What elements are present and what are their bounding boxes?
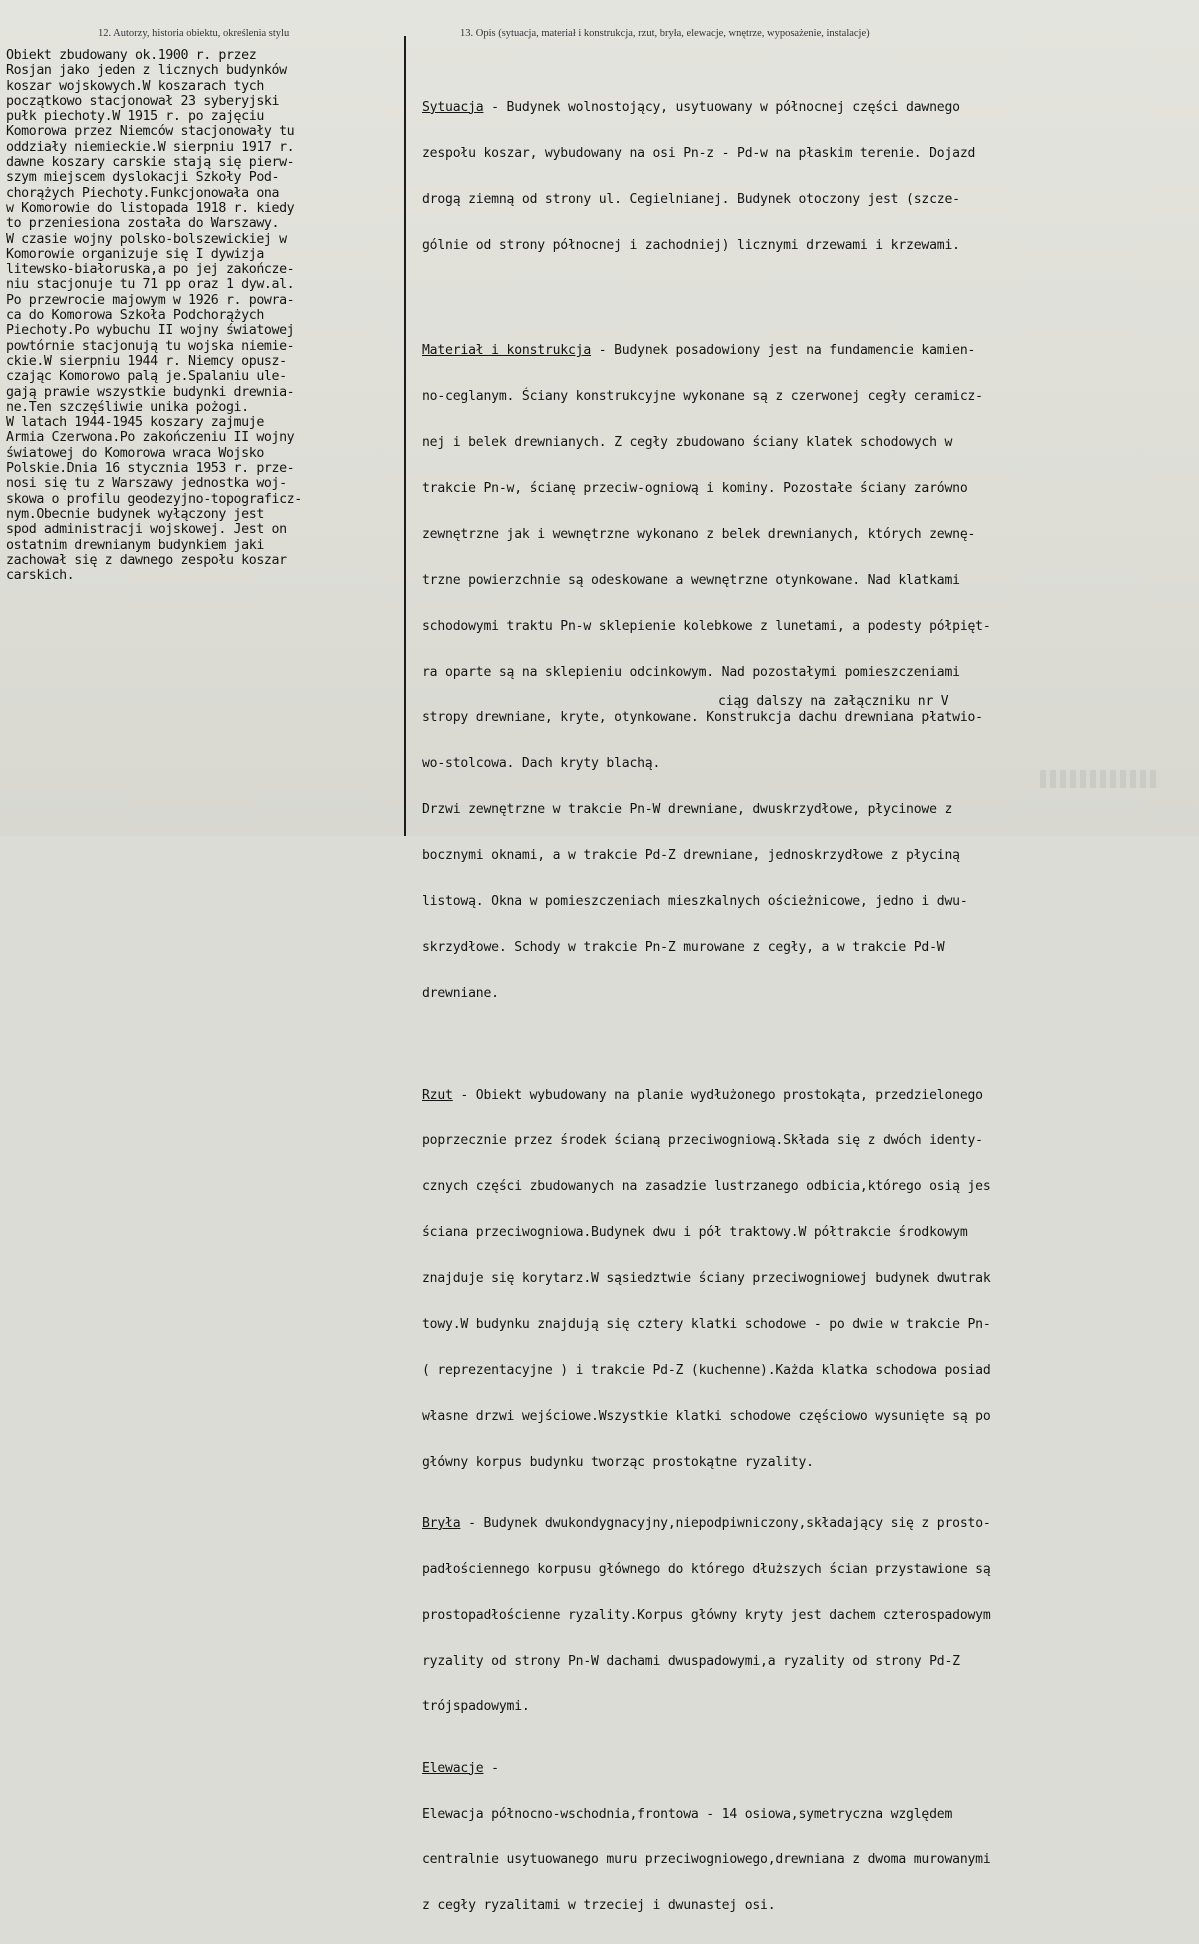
- elewacje-label: Elewacje: [422, 1760, 484, 1776]
- elewacje-line: centralnie usytuowanego muru przeciwogniowego,drewniana z dwoma murowanymi: [422, 1852, 991, 1868]
- history-line: pułk piechoty.W 1915 r. po zajęciu: [6, 109, 264, 125]
- history-line: nym.Obecnie budynek wyłączony jest: [6, 506, 264, 522]
- sytuacja-line: gólnie od strony północnej i zachodniej) licznymi drzewami i krzewami.: [422, 237, 960, 253]
- rzut-line: cznych części zbudowanych na zasadzie lustrzanego odbicia,którego osią jes: [422, 1179, 991, 1195]
- bryla-line: padłościennego korpusu głównego do którego dłuższych ścian przystawione są: [422, 1561, 991, 1577]
- spacer: [422, 1032, 1190, 1042]
- history-line: Polskie.Dnia 16 stycznia 1953 r. prze-: [6, 461, 295, 477]
- history-line: Piechoty.Po wybuchu II wojny światowej: [6, 323, 295, 339]
- history-line: światowej do Komorowa wraca Wojsko: [6, 445, 264, 461]
- rzut-line: ściana przeciwogniowa.Budynek dwu i pół traktowy.W półtrakcie środkowym: [422, 1225, 968, 1241]
- history-line: ckie.W sierpniu 1944 r. Niemcy opusz-: [6, 353, 287, 369]
- rzut-line: poprzecznie przez środek ścianą przeciwogniową.Składa się z dwóch identy-: [422, 1133, 983, 1149]
- material-label: Materiał i konstrukcja: [422, 343, 592, 359]
- material-line: schodowymi traktu Pn-w sklepienie kolebkowe z lunetami, a podesty półpięt-: [422, 618, 991, 634]
- history-line: chorążych Piechoty.Funkcjonowała ona: [6, 185, 280, 201]
- material-line: Materiał i konstrukcja - Budynek posadowiony jest na fundamencie kamien-: [422, 343, 976, 359]
- material-line: stropy drewniane, kryte, otynkowane. Konstrukcja dachu drewniana płatwio-: [422, 710, 983, 726]
- bryla-line: trójspadowymi.: [422, 1699, 530, 1715]
- history-line: ne.Ten szczęśliwie unika pożogi.: [6, 399, 249, 415]
- sytuacja-label: Sytuacja: [422, 99, 484, 115]
- bryla-line: ryzality od strony Pn-W dachami dwuspadowymi,a ryzality od strony Pd-Z: [422, 1653, 960, 1669]
- history-line: spod administracji wojskowej. Jest on: [6, 522, 287, 538]
- material-line: listową. Okna w pomieszczeniach mieszkalnych ościeżnicowe, jedno i dwu-: [422, 894, 968, 910]
- history-line: oddziały niemieckie.W sierpniu 1917 r.: [6, 139, 295, 155]
- history-line: carskich.: [6, 568, 75, 584]
- rzut-label: Rzut: [422, 1087, 453, 1103]
- rzut-line: własne drzwi wejściowe.Wszystkie klatki schodowe częściowo wysunięte są po: [422, 1408, 991, 1424]
- history-line: Komorowie organizuje się I dywizja: [6, 246, 264, 262]
- history-line: ostatnim drewnianym budynkiem jaki: [6, 537, 264, 553]
- material-line: Drzwi zewnętrzne w trakcie Pn-W drewniane, dwuskrzydłowe, płycinowe z: [422, 802, 953, 818]
- column-divider: [404, 36, 406, 836]
- history-line: początkowo stacjonował 23 syberyjski: [6, 93, 280, 109]
- history-line: koszar wojskowych.W koszarach tych: [6, 78, 264, 94]
- bryla-line: prostopadłościenne ryzality.Korpus główny kryty jest dachem czterospadowym: [422, 1607, 991, 1623]
- material-line: ra oparte są na sklepieniu odcinkowym. Nad pozostałymi pomieszczeniami: [422, 664, 960, 680]
- history-line: gają prawie wszystkie budynki drewnia-: [6, 384, 295, 400]
- material-line: trzne powierzchnie są odeskowane a wewnętrzne otynkowane. Nad klatkami: [422, 572, 960, 588]
- material-line: no-ceglanym. Ściany konstrukcyjne wykonane są z czerwonej cegły ceramicz-: [422, 389, 983, 405]
- history-line: skowa o profilu geodezyjno-topograficz-: [6, 491, 302, 507]
- history-line: Po przewrocie majowym w 1926 r. powra-: [6, 292, 295, 308]
- material-line: nej i belek drewnianych. Z cegły zbudowano ściany klatek schodowych w: [422, 435, 953, 451]
- sytuacja-line: drogą ziemną od strony ul. Cegielnianej. Budynek otoczony jest (szcze-: [422, 191, 960, 207]
- history-line: Rosjan jako jeden z licznych budynków: [6, 63, 287, 79]
- elewacje-line: z cegły ryzalitami w trzeciej i dwunastej osi.: [422, 1898, 776, 1914]
- history-line: Armia Czerwona.Po zakończeniu II wojny: [6, 430, 295, 446]
- bryla-line: Bryła - Budynek dwukondygnacyjny,niepodpiwniczony,składający się z prosto-: [422, 1515, 991, 1531]
- history-line: Obiekt zbudowany ok.1900 r. przez: [6, 48, 257, 63]
- history-line: powtórnie stacjonują tu wojska niemie-: [6, 338, 295, 354]
- elewacje-line: Elewacje -: [422, 1760, 499, 1776]
- history-line: litewsko-białoruska,a po jej zakończe-: [6, 262, 295, 278]
- left-column-header: 12. Autorzy, historia obiektu, określenia stylu: [98, 28, 290, 39]
- material-line: skrzydłowe. Schody w trakcie Pn-Z murowane z cegły, a w trakcie Pd-W: [422, 939, 945, 955]
- history-line: W latach 1944-1945 koszary zajmuje: [6, 415, 264, 431]
- material-line: zewnętrzne jak i wewnętrzne wykonano z belek drewnianych, których zewnę-: [422, 526, 976, 542]
- sytuacja-line: zespołu koszar, wybudowany na osi Pn-z - Pd-w na płaskim terenie. Dojazd: [422, 145, 976, 161]
- spacer: [422, 283, 1190, 297]
- history-line: zachował się z dawnego zespołu koszar: [6, 552, 287, 568]
- history-line: niu stacjonuje tu 71 pp oraz 1 dyw.al.: [6, 277, 295, 293]
- continuation-note: ciąg dalszy na załączniku nr V: [718, 694, 949, 709]
- rzut-line: towy.W budynku znajdują się cztery klatki schodowe - po dwie w trakcie Pn-: [422, 1317, 991, 1333]
- elewacje-line: Elewacja północno-wschodnia,frontowa - 14 osiowa,symetryczna względem: [422, 1806, 953, 1822]
- material-line: bocznymi oknami, a w trakcie Pd-Z drewniane, jednoskrzydłowe z płyciną: [422, 848, 960, 864]
- history-line: to przeniesiona została do Warszawy.: [6, 216, 280, 232]
- history-line: w Komorowie do listopada 1918 r. kiedy: [6, 200, 295, 216]
- sytuacja-line: Sytuacja - Budynek wolnostojący, usytuowany w północnej części dawnego: [422, 99, 960, 115]
- description-text: [422, 54, 1190, 1944]
- history-line: nosi się tu z Warszawy jednostka woj-: [6, 476, 287, 492]
- history-line: szym miejscem dyslokacji Szkoły Pod-: [6, 170, 280, 186]
- rzut-line: ( reprezentacyjne ) i trakcie Pd-Z (kuchenne).Każda klatka schodowa posiad: [422, 1362, 991, 1378]
- right-column-header: 13. Opis (sytuacja, materiał i konstrukcja, rzut, bryła, elewacje, wnętrze, wyposażenie, instalacje): [460, 28, 870, 39]
- bryla-label: Bryła: [422, 1515, 461, 1531]
- material-line: trakcie Pn-w, ścianę przeciw-ogniową i kominy. Pozostałe ściany zarówno: [422, 481, 968, 497]
- rzut-line: główny korpus budynku tworząc prostokątne ryzality.: [422, 1454, 814, 1470]
- faded-stamp: [1040, 770, 1160, 788]
- rzut-line: znajduje się korytarz.W sąsiedztwie ściany przeciwogniowej budynek dwutrak: [422, 1271, 991, 1287]
- history-line: ca do Komorowa Szkoła Podchorążych: [6, 308, 264, 324]
- history-text: [6, 48, 402, 583]
- rzut-line: Rzut - Obiekt wybudowany na planie wydłużonego prostokąta, przedzielonego: [422, 1087, 983, 1103]
- material-line: drewniane.: [422, 985, 499, 1001]
- history-line: czając Komorowo palą je.Spalaniu ule-: [6, 369, 287, 385]
- history-line: dawne koszary carskie stają się pierw-: [6, 155, 295, 171]
- history-line: Komorowa przez Niemców stacjonowały tu: [6, 124, 295, 140]
- material-line: wo-stolcowa. Dach kryty blachą.: [422, 756, 661, 772]
- history-line: W czasie wojny polsko-bolszewickiej w: [6, 231, 287, 247]
